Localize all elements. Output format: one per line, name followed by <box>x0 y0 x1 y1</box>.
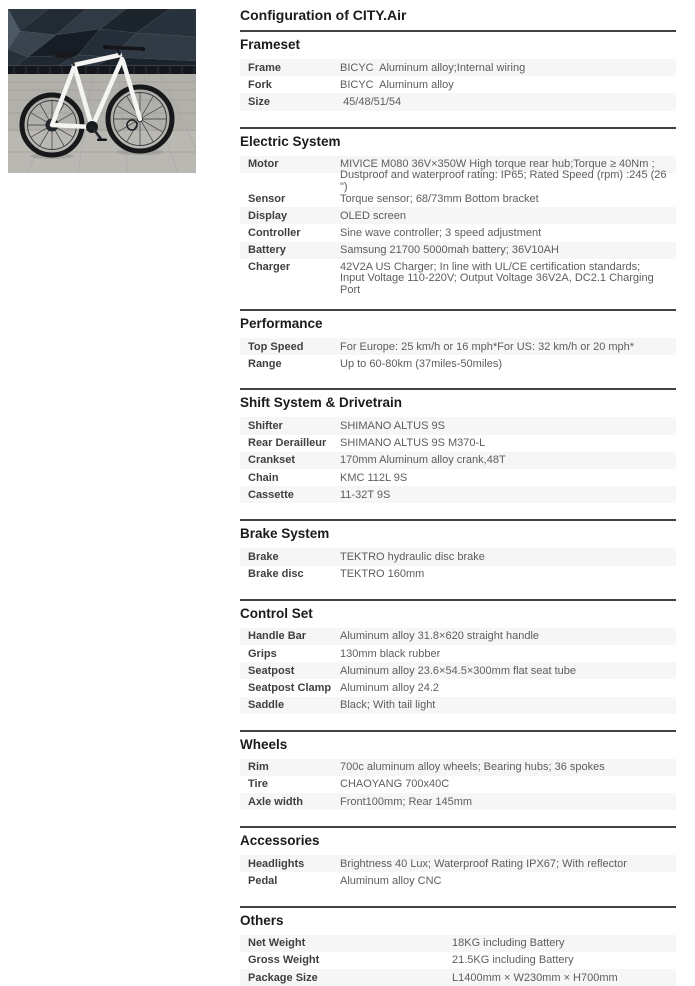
spec-value: 21.5KG including Battery <box>452 954 574 967</box>
spec-row <box>240 548 676 565</box>
spec-value: 45/48/51/54 <box>340 95 402 108</box>
spec-line <box>240 776 676 793</box>
spec-label: Size <box>248 95 271 108</box>
spec-row <box>240 93 676 110</box>
section-heading: Others <box>240 912 284 928</box>
spec-label: Rear Derailleur <box>248 437 327 450</box>
section-heading: Wheels <box>240 736 288 752</box>
spec-label: Range <box>248 357 282 370</box>
spec-label: Tire <box>248 778 268 791</box>
spec-row <box>240 76 676 93</box>
spec-line <box>240 169 676 194</box>
spec-line <box>240 759 676 776</box>
spec-label: Controller <box>248 226 301 239</box>
spec-label: Motor <box>248 158 279 171</box>
spec-row <box>240 156 676 194</box>
spec-row <box>240 486 676 503</box>
spec-line <box>240 207 676 224</box>
spec-line <box>240 93 676 110</box>
spec-section <box>240 388 676 503</box>
spec-line <box>240 855 676 872</box>
spec-line <box>240 548 676 565</box>
spec-row <box>240 952 676 969</box>
section-heading: Performance <box>240 316 323 332</box>
spec-value: Torque sensor; 68/73mm Bottom bracket <box>340 192 539 205</box>
city-air-ebike-photo <box>8 9 196 173</box>
spec-value: 11-32T 9S <box>340 488 391 501</box>
spec-value: TEKTRO hydraulic disc brake <box>340 550 485 563</box>
spec-label: Cassette <box>248 488 294 501</box>
spec-value: 18KG including Battery <box>452 937 565 950</box>
spec-line <box>240 969 676 986</box>
spec-value: Aluminum alloy 23.6×54.5×300mm flat seat tube <box>340 664 577 677</box>
spec-row <box>240 469 676 486</box>
spec-row <box>240 935 676 952</box>
spec-value: Black; With tail light <box>340 699 436 712</box>
spec-row <box>240 628 676 645</box>
fence <box>8 65 196 74</box>
spec-row <box>240 855 676 872</box>
spec-row <box>240 566 676 583</box>
spec-line <box>240 952 676 969</box>
spec-value: Front100mm; Rear 145mm <box>340 795 473 808</box>
spec-label: Fork <box>248 78 272 91</box>
section-rows <box>240 59 676 111</box>
spec-label: Handle Bar <box>248 630 307 643</box>
spec-line <box>240 338 676 355</box>
spec-value: 700c aluminum alloy wheels; Bearing hubs; 36 spokes <box>340 761 605 774</box>
spec-label: Frame <box>248 61 282 74</box>
spec-label: Saddle <box>248 699 285 712</box>
spec-line <box>240 935 676 952</box>
spec-value: BICYC Aluminum alloy <box>340 78 454 91</box>
spec-sections <box>240 30 676 986</box>
spec-label: Top Speed <box>248 340 304 353</box>
spec-row <box>240 645 676 662</box>
spec-line <box>240 566 676 583</box>
spec-label: Grips <box>248 647 277 660</box>
spec-value: Samsung 21700 5000mah battery; 36V10AH <box>340 244 559 257</box>
section-rows <box>240 417 676 503</box>
section-rows <box>240 548 676 582</box>
spec-row <box>240 759 676 776</box>
spec-line <box>240 628 676 645</box>
spec-row <box>240 417 676 434</box>
section-heading: Accessories <box>240 833 320 849</box>
spec-value: Sine wave controller; 3 speed adjustment <box>340 226 542 239</box>
spec-label: Axle width <box>248 795 304 808</box>
spec-row <box>240 259 676 297</box>
spec-label: Display <box>248 209 288 222</box>
spec-label: Sensor <box>248 192 286 205</box>
spec-line <box>240 697 676 714</box>
spec-row <box>240 338 676 355</box>
spec-row <box>240 697 676 714</box>
spec-line <box>240 224 676 241</box>
spec-label: Brake <box>248 550 279 563</box>
spec-section <box>240 309 676 372</box>
section-heading: Shift System & Drivetrain <box>240 395 403 411</box>
spec-row <box>240 355 676 372</box>
spec-line <box>240 417 676 434</box>
section-rows <box>240 759 676 811</box>
spec-value: Aluminum alloy CNC <box>340 875 442 888</box>
spec-line <box>240 242 676 259</box>
spec-value: OLED screen <box>340 209 407 222</box>
spec-label: Crankset <box>248 454 296 467</box>
section-heading: Electric System <box>240 133 341 149</box>
spec-section <box>240 30 676 111</box>
spec-label: Rim <box>248 761 269 774</box>
spec-label: Chain <box>248 471 279 484</box>
spec-value: L1400mm × W230mm × H700mm <box>452 971 618 984</box>
spec-label: Pedal <box>248 875 278 888</box>
product-photo <box>8 9 196 173</box>
spec-line <box>240 645 676 662</box>
spec-label: Package Size <box>248 971 318 984</box>
spec-row <box>240 662 676 679</box>
spec-line <box>240 872 676 889</box>
section-rows <box>240 855 676 889</box>
spec-row <box>240 776 676 793</box>
spec-label: Net Weight <box>248 937 306 950</box>
spec-value: 130mm black rubber <box>340 647 441 660</box>
spec-line <box>240 662 676 679</box>
spec-section <box>240 127 676 297</box>
spec-value: Dustproof and waterproof rating: IP65; Rated Speed (rpm) :245 (26 ") <box>340 169 670 194</box>
spec-value: Aluminum alloy 31.8×620 straight handle <box>340 630 540 643</box>
spec-section <box>240 599 676 714</box>
spec-line <box>240 272 676 297</box>
spec-value: SHIMANO ALTUS 9S <box>340 420 445 433</box>
spec-line <box>240 355 676 372</box>
spec-value: KMC 112L 9S <box>340 471 408 484</box>
spec-line <box>240 76 676 93</box>
spec-value: Aluminum alloy 24.2 <box>340 681 440 694</box>
spec-value: For Europe: 25 km/h or 16 mph*For US: 32 km/h or 20 mph* <box>340 340 635 353</box>
section-rows <box>240 156 676 297</box>
spec-row <box>240 435 676 452</box>
spec-label: Brake disc <box>248 568 304 581</box>
spec-line <box>240 679 676 696</box>
spec-value: CHAOYANG 700x40C <box>340 778 450 791</box>
spec-line <box>240 486 676 503</box>
spec-row <box>240 793 676 810</box>
spec-row <box>240 59 676 76</box>
spec-label: Seatpost Clamp <box>248 681 332 694</box>
spec-section <box>240 519 676 582</box>
spec-section <box>240 906 676 986</box>
spec-line <box>240 435 676 452</box>
page-title: Configuration of CITY.Air <box>240 7 407 23</box>
spec-value: SHIMANO ALTUS 9S M370-L <box>340 437 486 450</box>
spec-label: Headlights <box>248 857 305 870</box>
spec-section <box>240 826 676 889</box>
section-rows <box>240 628 676 714</box>
spec-row <box>240 452 676 469</box>
spec-value: TEKTRO 160mm <box>340 568 425 581</box>
section-heading: Brake System <box>240 526 330 542</box>
spec-line <box>240 793 676 810</box>
spec-label: Gross Weight <box>248 954 320 967</box>
spec-line <box>240 59 676 76</box>
spec-value: Up to 60-80km (37miles-50miles) <box>340 357 502 370</box>
section-rows <box>240 935 676 986</box>
spec-label: Seatpost <box>248 664 295 677</box>
spec-row <box>240 679 676 696</box>
spec-row <box>240 224 676 241</box>
spec-row <box>240 969 676 986</box>
spec-row <box>240 207 676 224</box>
spec-section <box>240 730 676 811</box>
spec-label: Shifter <box>248 420 283 433</box>
spec-value: MIVICE M080 36V×350W High torque rear hub;Torque ≥ 40Nm ; <box>340 158 655 171</box>
spec-label: Charger <box>248 261 291 274</box>
spec-label: Battery <box>248 244 286 257</box>
spec-value: Brightness 40 Lux; Waterproof Rating IPX67; With reflector <box>340 857 627 870</box>
spec-row <box>240 242 676 259</box>
spec-value: Input Voltage 110-220V; Output Voltage 36V2A, DC2.1 Charging Port <box>340 272 657 297</box>
spec-row <box>240 872 676 889</box>
spec-value: BICYC Aluminum alloy;Internal wiring <box>340 61 526 74</box>
section-heading: Control Set <box>240 605 313 621</box>
spec-value: 42V2A US Charger; In line with UL/CE certification standards; <box>340 261 641 274</box>
building-facade <box>8 9 196 71</box>
spec-line <box>240 190 676 207</box>
spec-value: 170mm Aluminum alloy crank,48T <box>340 454 506 467</box>
section-rows <box>240 338 676 372</box>
spec-panel <box>240 0 676 986</box>
pavement <box>8 74 196 173</box>
spec-line <box>240 469 676 486</box>
section-heading: Frameset <box>240 37 301 52</box>
spec-row <box>240 190 676 207</box>
spec-line <box>240 452 676 469</box>
